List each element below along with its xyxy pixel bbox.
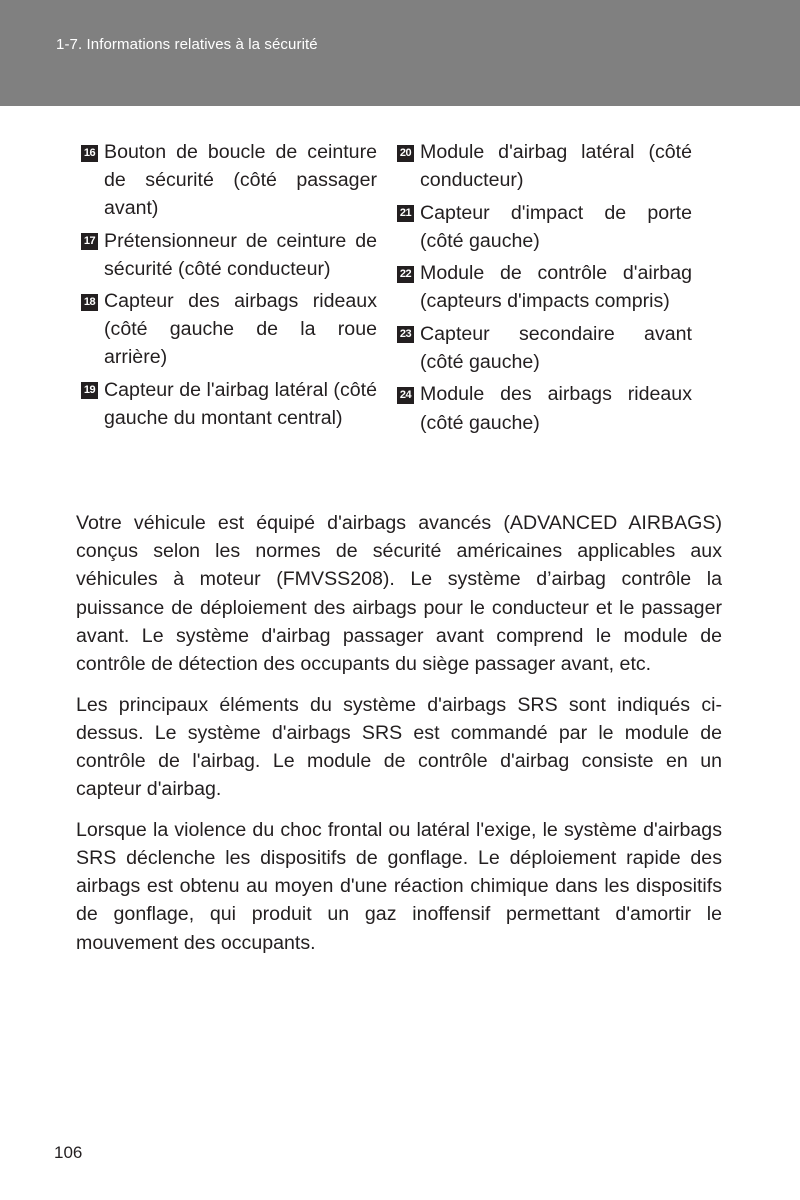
legend-item-text: Capteur secondaire avant (côté gauche) [420, 322, 692, 373]
legend-item [396, 259, 692, 315]
legend-item [80, 287, 377, 372]
item-number-badge: 18 [81, 294, 98, 311]
item-number-badge: 20 [397, 145, 414, 162]
legend-item-text: Bouton de boucle de ceinture de sécurité (côté passager avant) [104, 141, 377, 220]
legend-item [396, 320, 692, 376]
paragraph: Lorsque la violence du choc frontal ou latéral l'exige, le système d'airbags SRS déclenche les dispositifs de gonflage. Le déploiement rapide des airbags est obtenu au moyen d'une réaction chimique dans les dispositifs de gonflage, qui produit un gaz inoffensif permettant d'amortir le mouvement des occupants. [76, 818, 722, 954]
legend-item [80, 138, 377, 223]
item-number-badge: 17 [81, 233, 98, 250]
item-number-badge: 24 [397, 387, 414, 404]
page-number: 106 [54, 1143, 83, 1162]
item-number-badge: 22 [397, 266, 414, 283]
legend-column-left [80, 138, 377, 436]
legend-item-text: Capteur des airbags rideaux (côté gauche de la roue arrière) [104, 290, 377, 369]
item-number-badge: 19 [81, 382, 98, 399]
legend-item [80, 376, 377, 432]
section-title: 1-7. Informations relatives à la sécurité [56, 36, 318, 53]
legend-item-text: Prétensionneur de ceinture de sécurité (côté conducteur) [104, 229, 377, 280]
legend-item-text: Module d'airbag latéral (côté conducteur) [420, 141, 692, 192]
legend-item [80, 227, 377, 283]
item-number-badge: 21 [397, 205, 414, 222]
legend-item [396, 199, 692, 255]
legend-item-text: Capteur de l'airbag latéral (côté gauche du montant central) [104, 378, 377, 429]
legend-item-text: Module des airbags rideaux (côté gauche) [420, 383, 692, 434]
legend-item [396, 138, 692, 194]
header-band [0, 0, 800, 106]
legend-column-right [396, 138, 692, 441]
legend-item-text: Capteur d'impact de porte (côté gauche) [420, 201, 692, 252]
legend-item [396, 380, 692, 436]
body-text [76, 509, 722, 969]
legend-item-text: Module de contrôle d'airbag (capteurs d'impacts compris) [420, 262, 692, 313]
item-number-badge: 16 [81, 145, 98, 162]
item-number-badge: 23 [397, 326, 414, 343]
paragraph: Votre véhicule est équipé d'airbags avancés (ADVANCED AIRBAGS) conçus selon les normes de sécurité américaines applicables aux véhicules à moteur (FMVSS208). Le système d’airbag contrôle la puissance de déploiement des airbags pour le conducteur et le passager avant. Le système d'airbag passager avant comprend le module de contrôle de détection des occupants du siège passager avant, etc. [76, 512, 722, 676]
paragraph: Les principaux éléments du système d'airbags SRS sont indiqués ci-dessus. Le système d'airbags SRS est commandé par le module de contrôle de l'airbag. Le module de contrôle d'airbag consiste en un capteur d'airbag. [76, 693, 722, 801]
